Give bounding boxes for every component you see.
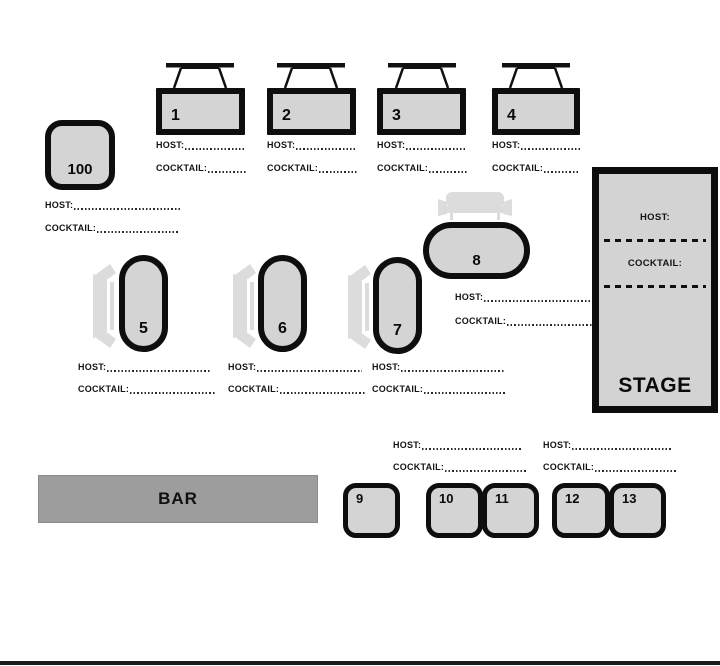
host-label: HOST:	[543, 440, 572, 450]
bench-icon	[161, 62, 239, 88]
cocktail-label: COCKTAIL:	[492, 163, 544, 173]
cocktail-label: COCKTAIL:	[377, 163, 429, 173]
dotted-leader	[296, 148, 357, 150]
table-2[interactable]	[267, 88, 356, 135]
cocktail-label-row	[228, 384, 365, 395]
host-label: HOST:	[455, 292, 484, 302]
host-label-row	[45, 200, 180, 211]
bottom-edge-line	[0, 661, 720, 665]
host-label: HOST:	[393, 440, 422, 450]
host-label-row	[267, 140, 357, 151]
table-number: 100	[67, 161, 93, 178]
host-label: HOST:	[377, 140, 406, 150]
table-number: 1	[171, 107, 180, 124]
table-number: 2	[282, 107, 291, 124]
table-number: 6	[278, 320, 287, 337]
dotted-leader	[280, 392, 365, 394]
cocktail-label-row	[377, 163, 467, 174]
bench-icon	[383, 62, 461, 88]
table-9[interactable]	[343, 483, 400, 538]
cocktail-label-row	[45, 223, 180, 234]
dotted-leader	[445, 470, 526, 472]
bench-icon	[272, 62, 350, 88]
dotted-leader	[406, 148, 467, 150]
dotted-leader	[208, 171, 246, 173]
bench-icon	[497, 62, 575, 88]
table-4[interactable]	[492, 88, 580, 135]
host-label: HOST:	[78, 362, 107, 372]
dotted-leader	[130, 392, 215, 394]
host-label: HOST:	[372, 362, 401, 372]
dotted-leader	[572, 448, 673, 450]
dotted-leader	[107, 370, 211, 372]
host-label-row	[455, 292, 590, 303]
host-label-row	[228, 362, 362, 373]
stage-host-label: HOST:	[640, 212, 670, 223]
table-number: 3	[392, 107, 401, 124]
table-number: 11	[495, 491, 509, 506]
cocktail-label: COCKTAIL:	[455, 316, 507, 326]
dotted-leader	[507, 324, 592, 326]
cocktail-label: COCKTAIL:	[156, 163, 208, 173]
host-label-row	[377, 140, 467, 151]
host-label: HOST:	[228, 362, 257, 372]
dotted-leader	[521, 148, 580, 150]
dotted-leader	[422, 448, 523, 450]
table-number: 13	[622, 491, 637, 506]
host-label-row	[543, 440, 673, 451]
host-label-row	[393, 440, 523, 451]
table-100[interactable]	[45, 120, 115, 190]
cocktail-label: COCKTAIL:	[78, 384, 130, 394]
table-1[interactable]	[156, 88, 245, 135]
host-label: HOST:	[156, 140, 185, 150]
table-number: 9	[356, 491, 364, 506]
cocktail-label: COCKTAIL:	[45, 223, 97, 233]
sofa-icon	[437, 191, 513, 221]
stage-cocktail-line	[604, 285, 706, 288]
dotted-leader	[595, 470, 676, 472]
table-number: 12	[565, 491, 580, 506]
cocktail-label-row	[492, 163, 580, 174]
stage-host-line	[604, 239, 706, 242]
dotted-leader	[424, 392, 507, 394]
table-11[interactable]	[482, 483, 539, 538]
host-label-row	[156, 140, 246, 151]
dotted-leader	[319, 171, 357, 173]
host-label: HOST:	[267, 140, 296, 150]
cocktail-label-row	[455, 316, 592, 327]
cocktail-label-row	[372, 384, 507, 395]
cocktail-label: COCKTAIL:	[228, 384, 280, 394]
sofa-icon	[230, 262, 258, 350]
host-label-row	[492, 140, 580, 151]
table-8[interactable]	[423, 222, 530, 279]
table-12[interactable]	[552, 483, 610, 538]
dotted-leader	[74, 208, 180, 210]
dotted-leader	[401, 370, 505, 372]
bar-area[interactable]	[38, 475, 318, 523]
host-label-row	[78, 362, 211, 373]
cocktail-label-row	[393, 462, 526, 473]
table-6[interactable]	[258, 255, 307, 352]
table-3[interactable]	[377, 88, 466, 135]
cocktail-label: COCKTAIL:	[267, 163, 319, 173]
stage-label: STAGE	[618, 374, 692, 397]
bar-label: BAR	[158, 489, 198, 508]
stage-cocktail-label: COCKTAIL:	[627, 258, 683, 269]
dotted-leader	[429, 171, 467, 173]
table-number: 7	[393, 322, 402, 339]
dotted-leader	[484, 300, 590, 302]
dotted-leader	[257, 370, 362, 372]
table-10[interactable]	[426, 483, 483, 538]
host-label: HOST:	[492, 140, 521, 150]
stage-area[interactable]	[592, 167, 718, 413]
cocktail-label: COCKTAIL:	[393, 462, 445, 472]
cocktail-label-row	[543, 462, 676, 473]
dotted-leader	[544, 171, 580, 173]
dotted-leader	[97, 231, 180, 233]
table-number: 5	[139, 320, 148, 337]
cocktail-label-row	[78, 384, 215, 395]
cocktail-label-row	[156, 163, 246, 174]
cocktail-label: COCKTAIL:	[543, 462, 595, 472]
host-label: HOST:	[45, 200, 74, 210]
table-7[interactable]	[373, 257, 422, 354]
table-number: 10	[439, 491, 454, 506]
cocktail-label-row	[267, 163, 357, 174]
cocktail-label: COCKTAIL:	[372, 384, 424, 394]
table-13[interactable]	[609, 483, 666, 538]
sofa-icon	[90, 262, 118, 350]
table-number: 8	[472, 252, 481, 269]
dotted-leader	[185, 148, 246, 150]
sofa-icon	[345, 263, 373, 351]
table-5[interactable]	[119, 255, 168, 352]
host-label-row	[372, 362, 505, 373]
table-number: 4	[507, 107, 516, 124]
